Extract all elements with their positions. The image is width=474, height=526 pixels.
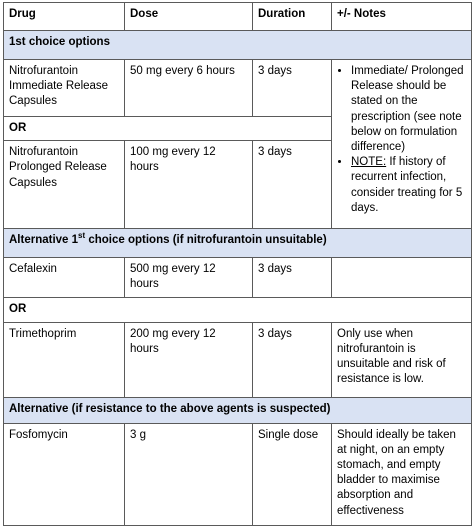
or-label: OR (4, 117, 332, 141)
duration-cell: Single dose (253, 423, 332, 525)
section-row-alternative-resistance (4, 397, 472, 423)
notes-cell-nitrofurantoin (332, 60, 472, 229)
section-alt-suffix: choice options (if nitrofurantoin unsuitable) (85, 234, 327, 247)
table-row (4, 423, 472, 525)
dose-cell: 50 mg every 6 hours (125, 60, 253, 117)
table-row (4, 258, 472, 297)
notes-cell: Should ideally be taken at night, on an empty stomach, and empty bladder to maximise absorption and effectiveness (332, 423, 472, 525)
or-label: OR (4, 297, 472, 322)
header-notes: +/- Notes (332, 3, 472, 31)
dose-cell: 200 mg every 12 hours (125, 322, 253, 397)
duration-cell: 3 days (253, 141, 332, 229)
table-row (4, 322, 472, 397)
section-row-alternative-first (4, 229, 472, 258)
header-duration: Duration (253, 3, 332, 31)
header-dose: Dose (125, 3, 253, 31)
note-text: If history of recurrent infection, consider treating for 5 days. (351, 156, 463, 214)
antibiotic-dosing-table (3, 2, 472, 526)
note-bullet-formulation: • Immediate/ Prolonged Release should be stated on the prescription (see note below on formulation difference) (351, 64, 466, 155)
drug-cell: Nitrofurantoin Prolonged Release Capsules (4, 141, 125, 229)
section-alternative-resistance: Alternative (if resistance to the above agents is suspected) (4, 397, 472, 423)
notes-cell (332, 258, 472, 297)
note-label: NOTE: (351, 156, 387, 169)
duration-cell: 3 days (253, 322, 332, 397)
drug-cell: Cefalexin (4, 258, 125, 297)
duration-cell: 3 days (253, 258, 332, 297)
note-bullet-recurrent (351, 155, 466, 216)
dose-cell: 3 g (125, 423, 253, 525)
or-row (4, 297, 472, 322)
notes-cell: Only use when nitrofurantoin is unsuitable and risk of resistance is low. (332, 322, 472, 397)
table-row (4, 60, 472, 117)
drug-cell: Nitrofurantoin Immediate Release Capsules (4, 60, 125, 117)
table-header-row (4, 3, 472, 31)
nitrofurantoin-notes-list (337, 64, 466, 216)
dose-cell: 500 mg every 12 hours (125, 258, 253, 297)
header-drug: Drug (4, 3, 125, 31)
section-alt-prefix: Alternative 1 (9, 234, 79, 247)
section-row-first-choice (4, 31, 472, 60)
drug-cell: Fosfomycin (4, 423, 125, 525)
section-alternative-first (4, 229, 472, 258)
section-alt-sup: st (78, 231, 86, 241)
section-first-choice: 1st choice options (4, 31, 472, 60)
antibiotic-table-container (3, 2, 472, 526)
duration-cell: 3 days (253, 60, 332, 117)
dose-cell: 100 mg every 12 hours (125, 141, 253, 229)
drug-cell: Trimethoprim (4, 322, 125, 397)
